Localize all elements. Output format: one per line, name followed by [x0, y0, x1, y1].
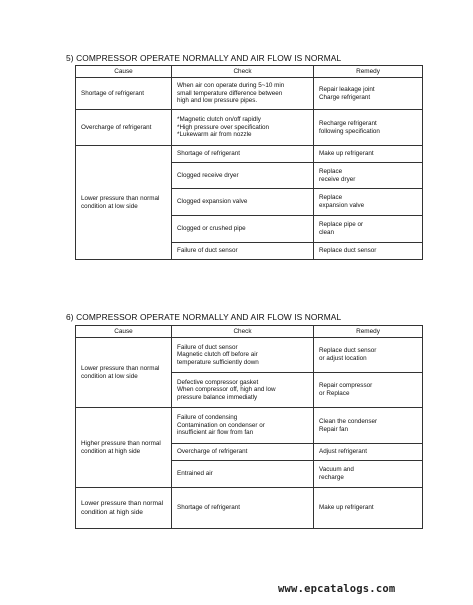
footer-watermark: www.epcatalogs.com [278, 583, 396, 595]
remedy-cell: Replace pipe or clean [314, 216, 423, 243]
cause-cell: Lower pressure than normal condition at low side [76, 146, 172, 260]
table-header-row [76, 66, 423, 78]
table-row [76, 146, 423, 163]
check-cell: *Magnetic clutch on/off rapidly *High pressure over specification *Lukewarm air from nozzle [172, 110, 314, 146]
check-cell: Clogged expansion valve [172, 189, 314, 216]
troubleshooting-table-6 [75, 325, 423, 529]
remedy-cell: Replace duct sensor [314, 243, 423, 260]
cause-cell: Lower pressure than normal condition at high side [76, 488, 172, 529]
check-cell: Failure of condensing Contamination on condenser or insufficient air flow from fan [172, 408, 314, 444]
remedy-cell: Clean the condenser Repair fan [314, 408, 423, 444]
cause-cell: Higher pressure than normal condition at high side [76, 408, 172, 488]
remedy-cell: Replace receive dryer [314, 163, 423, 189]
check-cell: Shortage of refrigerant [172, 488, 314, 529]
remedy-cell: Vacuum and recharge [314, 461, 423, 488]
remedy-cell: Replace duct sensor or adjust location [314, 338, 423, 373]
table-row [76, 408, 423, 444]
remedy-cell: Replace expansion valve [314, 189, 423, 216]
cause-cell: Lower pressure than normal condition at low side [76, 338, 172, 408]
check-cell: Shortage of refrigerant [172, 146, 314, 163]
check-cell: Failure of duct sensor Magnetic clutch off before air temperature sufficiently down [172, 338, 314, 373]
troubleshooting-table-5 [75, 65, 423, 260]
header-cause: Cause [76, 66, 172, 78]
table-row [76, 78, 423, 110]
header-remedy: Remedy [314, 66, 423, 78]
remedy-cell: Recharge refrigerant following specification [314, 110, 423, 146]
cause-cell: Overcharge of refrigerant [76, 110, 172, 146]
check-cell: Failure of duct sensor [172, 243, 314, 260]
remedy-cell: Make up refrigerant [314, 488, 423, 529]
check-cell: Defective compressor gasket When compressor off, high and low pressure balance immediatly [172, 373, 314, 408]
table-row [76, 488, 423, 529]
check-cell: When air con operate during 5~10 min small temperature difference between high and low pressure pipes. [172, 78, 314, 110]
header-remedy: Remedy [314, 326, 423, 338]
remedy-cell: Adjust refrigerant [314, 444, 423, 461]
header-check: Check [172, 66, 314, 78]
table-row [76, 338, 423, 373]
cause-cell: Shortage of refrigerant [76, 78, 172, 110]
remedy-cell: Repair leakage joint Charge refrigerant [314, 78, 423, 110]
table-row [76, 110, 423, 146]
table-header-row [76, 326, 423, 338]
check-cell: Entrained air [172, 461, 314, 488]
header-check: Check [172, 326, 314, 338]
section-6-heading: 6) COMPRESSOR OPERATE NORMALLY AND AIR FLOW IS NORMAL [66, 312, 342, 322]
check-cell: Clogged or crushed pipe [172, 216, 314, 243]
header-cause: Cause [76, 326, 172, 338]
section-5-heading: 5) COMPRESSOR OPERATE NORMALLY AND AIR FLOW IS NORMAL [66, 53, 342, 63]
check-cell: Overcharge of refrigerant [172, 444, 314, 461]
remedy-cell: Make up refrigerant [314, 146, 423, 163]
remedy-cell: Repair compressor or Replace [314, 373, 423, 408]
check-cell: Clogged receive dryer [172, 163, 314, 189]
